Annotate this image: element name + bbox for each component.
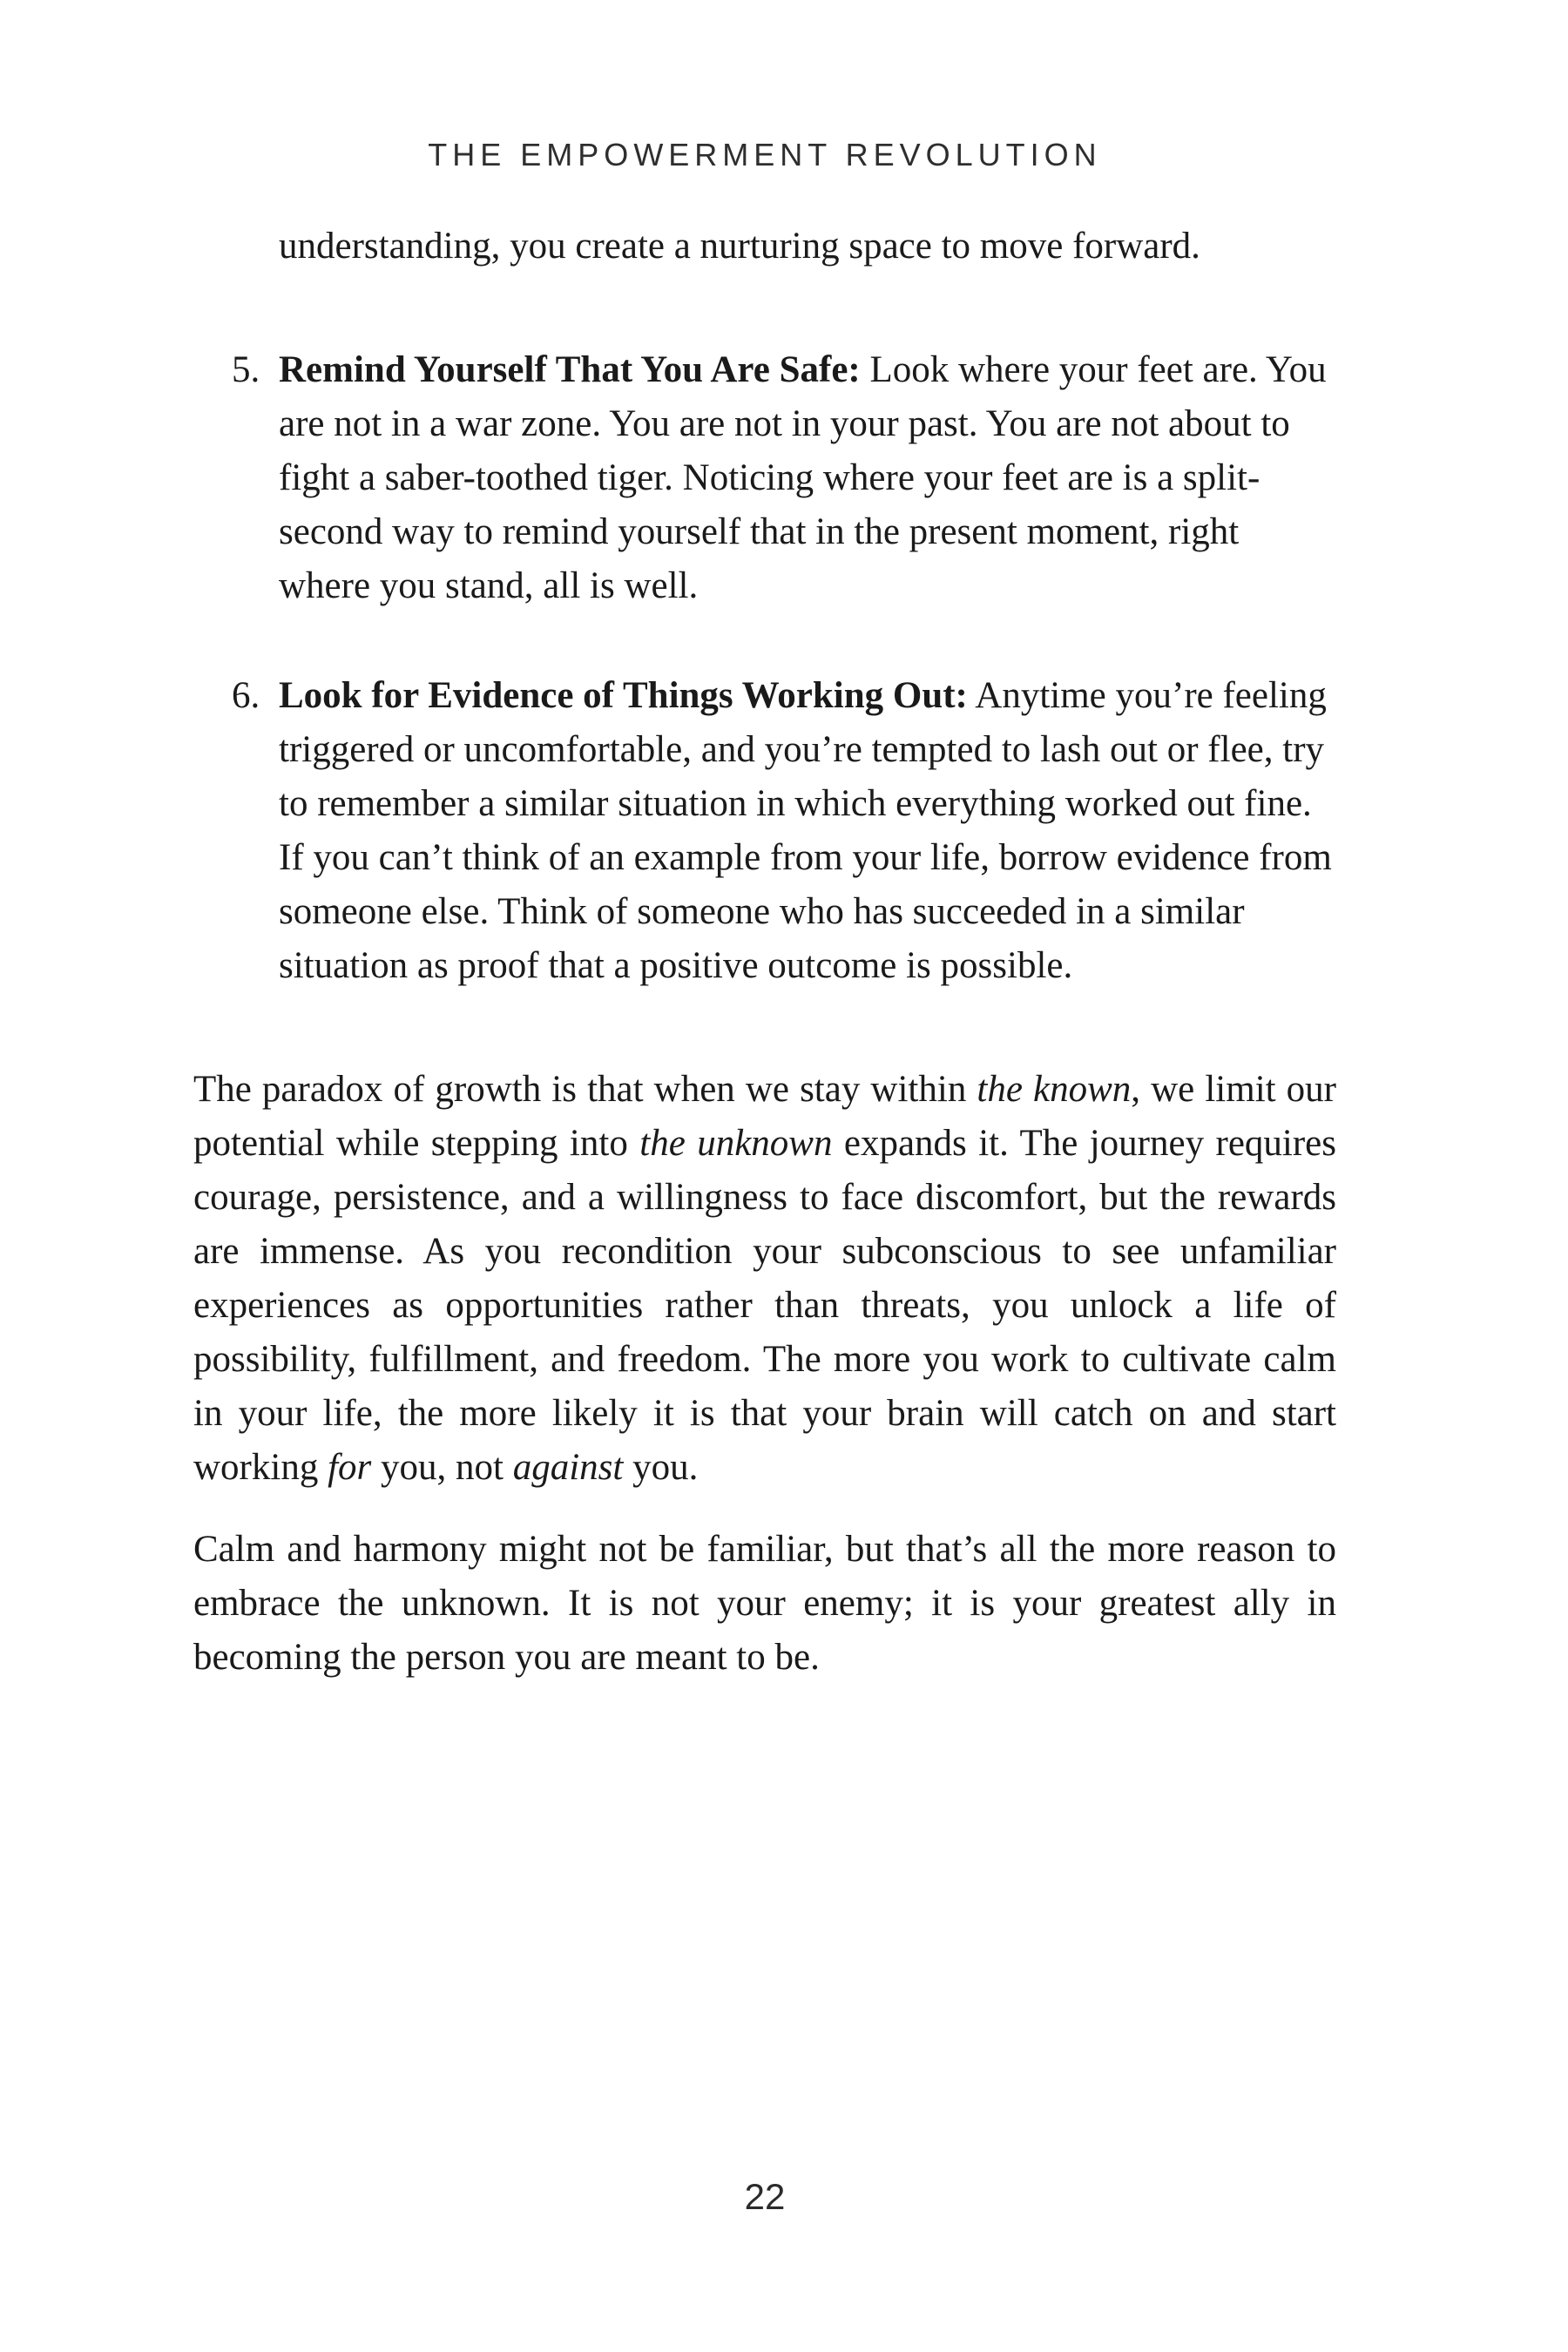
- italic-text: for: [328, 1447, 372, 1488]
- list-item-text: [279, 343, 1336, 613]
- body-paragraph-1: [193, 1063, 1336, 1495]
- page-number: 22: [744, 2176, 786, 2217]
- body-paragraph-2: [193, 1523, 1336, 1685]
- running-header: THE EMPOWERMENT REVOLUTION: [428, 137, 1102, 172]
- italic-text: the unknown: [639, 1123, 833, 1164]
- list-item-body: Look where your feet are. You are not in a war zone. You are not in your past. You are not about to fight a saber-toothed tiger. Noticing where your feet are is a split-second way to remind yourself that in the present moment, right where you stand, all is well.: [279, 349, 1327, 606]
- italic-text: against: [512, 1447, 624, 1488]
- continuation-paragraph: understanding, you create a nurturing space to move forward.: [279, 226, 1200, 267]
- text-segment: expands it. The journey requires courage, persistence, and a willingness to face discomfort, but the rewards are immense. As you recondition your subconscious to see unfamiliar experiences as opportunities rather than threats, you unlock a life of possibility, fulfillment, and freedom. The more you work to cultivate calm in your life, the more likely it is that your brain will catch on and start working: [193, 1123, 1336, 1488]
- list-item-lead: Look for Evidence of Things Working Out:: [279, 675, 968, 716]
- text-segment: , we limit our potential while stepping into: [193, 1069, 1336, 1164]
- list-item-text: [279, 669, 1336, 993]
- list-item-number: 5.: [232, 349, 260, 390]
- text-segment: Calm and harmony might not be familiar, but that’s all the more reason to embrace the unknown. It is not your enemy; it is your greatest ally in becoming the person you are meant to be.: [193, 1529, 1336, 1678]
- list-item-6: [193, 669, 1336, 993]
- text-block: [193, 220, 1336, 1685]
- text-segment: you.: [623, 1447, 699, 1488]
- text-segment: The paradox of growth is that when we stay within: [193, 1069, 977, 1110]
- list-item-lead: Remind Yourself That You Are Safe:: [279, 349, 861, 390]
- italic-text: the known: [977, 1069, 1132, 1110]
- list-item-number: 6.: [232, 675, 260, 716]
- text-segment: you, not: [371, 1447, 513, 1488]
- list-item-body: Anytime you’re feeling triggered or uncomfortable, and you’re tempted to lash out or flee, try to remember a similar situation in which everything worked out fine. If you can’t think of an example from your life, borrow evidence from someone else. Think of someone who has succeeded in a similar situation as proof that a positive outcome is possible.: [279, 675, 1332, 986]
- list-item-5: [193, 343, 1336, 613]
